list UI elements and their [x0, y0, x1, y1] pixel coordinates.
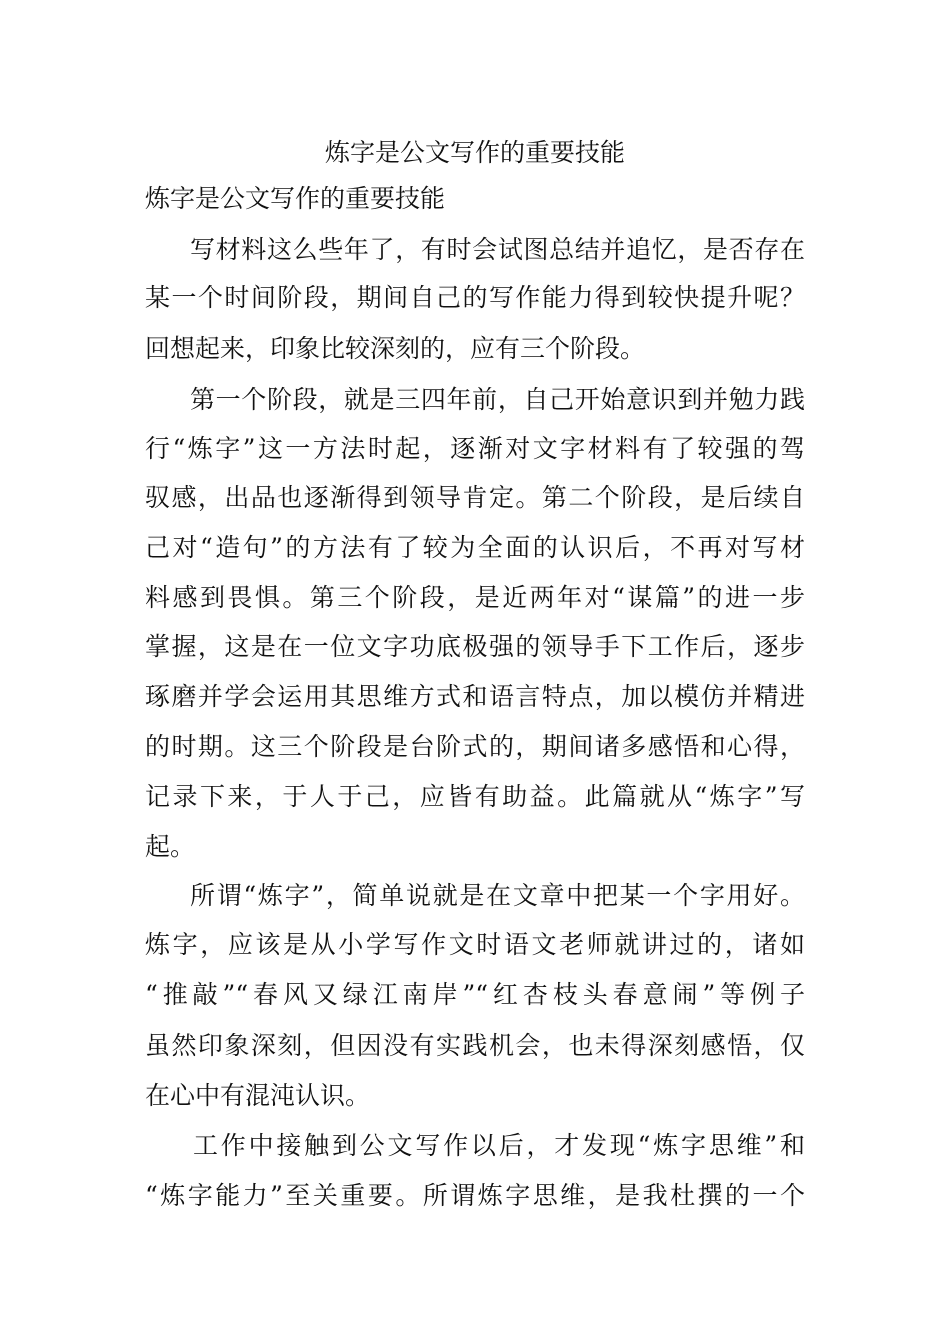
document-subtitle: 炼字是公文写作的重要技能	[145, 184, 446, 213]
body-line: 炼字，应该是从小学写作文时语文老师就讲过的，诸如	[145, 930, 805, 959]
body-line: 某一个时间阶段，期间自己的写作能力得到较快提升呢？	[145, 283, 805, 312]
body-line: 驭感，出品也逐渐得到领导肯定。第二个阶段，是后续自	[145, 483, 805, 512]
body-line: 己对“造句”的方法有了较为全面的认识后，不再对写材	[145, 533, 805, 562]
body-line: 起。	[145, 832, 196, 861]
body-line: 虽然印象深刻，但因没有实践机会，也未得深刻感悟，仅	[145, 1031, 805, 1060]
body-line: 料感到畏惧。第三个阶段，是近两年对“谋篇”的进一步	[145, 583, 805, 612]
document-title: 炼字是公文写作的重要技能	[324, 138, 625, 167]
body-line: 第一个阶段，就是三四年前，自己开始意识到并勉力践	[190, 385, 805, 414]
body-line: 在心中有混沌认识。	[145, 1081, 371, 1110]
body-line: 的时期。这三个阶段是台阶式的，期间诸多感悟和心得，	[145, 732, 805, 761]
body-line: “推敲”“春风又绿江南岸”“红杏枝头春意闹”等例子	[145, 980, 805, 1009]
body-line: 写材料这么些年了，有时会试图总结并追忆，是否存在	[190, 235, 805, 264]
body-line: 回想起来，印象比较深刻的，应有三个阶段。	[145, 334, 646, 363]
body-line: 琢磨并学会运用其思维方式和语言特点，加以模仿并精进	[145, 682, 805, 711]
body-line: “炼字能力”至关重要。所谓炼字思维，是我杜撰的一个	[145, 1181, 805, 1210]
body-line: 记录下来，于人于己，应皆有助益。此篇就从“炼字”写	[145, 782, 805, 811]
body-line: 掌握，这是在一位文字功底极强的领导手下工作后，逐步	[145, 632, 805, 661]
body-line: 工作中接触到公文写作以后，才发现“炼字思维”和	[193, 1131, 805, 1160]
body-line: 行“炼字”这一方法时起，逐渐对文字材料有了较强的驾	[145, 434, 805, 463]
body-line: 所谓“炼字”，简单说就是在文章中把某一个字用好。	[190, 881, 805, 910]
